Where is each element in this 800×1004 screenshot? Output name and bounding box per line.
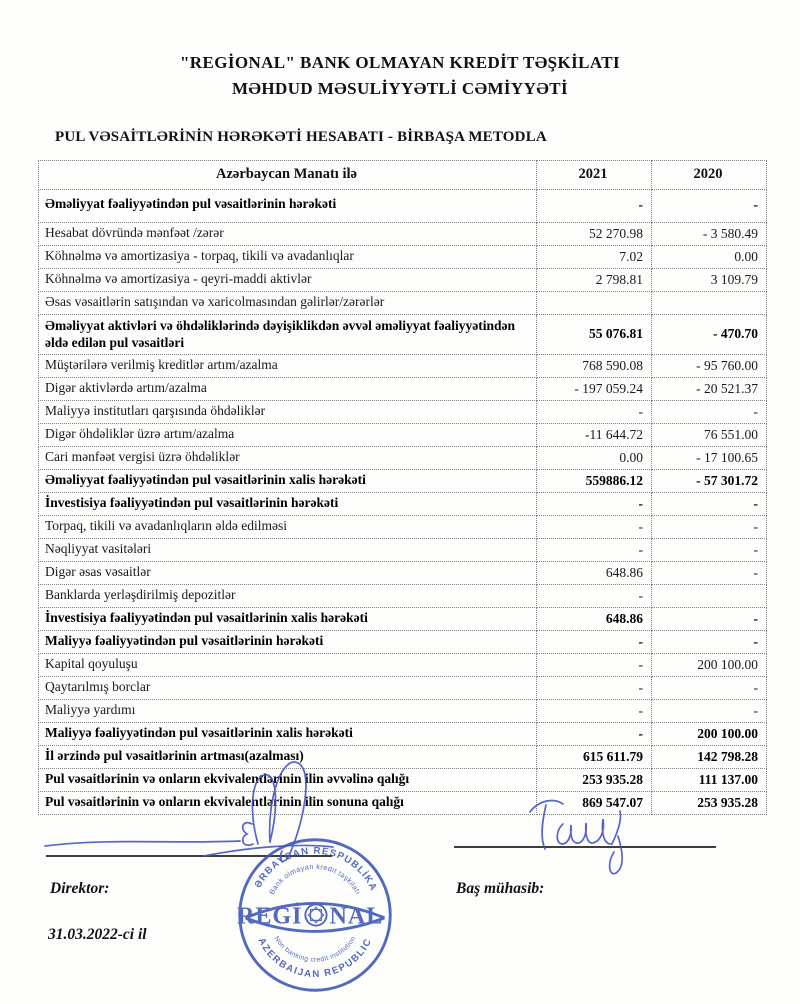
value-2020-cell: 253 935.28	[652, 791, 767, 814]
value-2020-cell: -	[652, 400, 767, 423]
company-title-line1: "REGİONAL" BANK OLMAYAN KREDİT TƏŞKİLATI	[179, 53, 621, 72]
table-row	[39, 189, 767, 222]
value-2020-cell: -	[652, 676, 767, 699]
row-label-cell: Qaytarılmış borclar	[39, 676, 537, 699]
value-2021-cell: 559886.12	[537, 469, 652, 492]
header-currency: Azərbaycan Manatı ilə	[39, 160, 537, 189]
director-label: Direktor:	[50, 880, 110, 897]
value-2020-cell: 200 100.00	[652, 722, 767, 745]
table-row	[39, 653, 767, 676]
value-2021-cell: -	[537, 538, 652, 561]
table-row	[39, 492, 767, 515]
table-row	[39, 222, 767, 245]
value-2020-cell: -	[652, 189, 767, 222]
table-row	[39, 423, 767, 446]
table-row	[39, 245, 767, 268]
row-label-cell: Torpaq, tikili və avadanlıqların əldə edilməsi	[39, 515, 537, 538]
value-2020-cell	[652, 584, 767, 607]
value-2020-cell: 0.00	[652, 245, 767, 268]
value-2021-cell: -	[537, 630, 652, 653]
row-label-cell: Əsas vəsaitlərin satışından və xaricolmasından gəlirlər/zərərlər	[39, 291, 537, 314]
value-2020-cell: 200 100.00	[652, 653, 767, 676]
value-2020-cell: -	[652, 699, 767, 722]
company-title-line2: MƏHDUD MƏSULİYYƏTLİ CƏMİYYƏTİ	[231, 79, 569, 99]
value-2021-cell: 253 935.28	[537, 768, 652, 791]
row-label-cell: Kapital qoyuluşu	[39, 653, 537, 676]
row-label-cell: Nəqliyyat vasitələri	[39, 538, 537, 561]
table-row	[39, 538, 767, 561]
cash-flow-table	[38, 160, 767, 815]
value-2020-cell: -	[652, 561, 767, 584]
row-label-cell: Digər əsas vəsaitlər	[39, 561, 537, 584]
table-row	[39, 607, 767, 630]
stamp-center-right: NAL	[329, 903, 384, 930]
value-2020-cell: 142 798.28	[652, 745, 767, 768]
value-2021-cell: 869 547.07	[537, 791, 652, 814]
row-label-cell: Əməliyyat aktivləri və öhdəliklərində dəyişiklikdən əvvəl əməliyyat fəaliyyətindən əldə edilən pul vəsaitləri	[39, 314, 537, 354]
table-row	[39, 584, 767, 607]
table-row	[39, 469, 767, 492]
row-label-cell: Digər aktivlərdə artım/azalma	[39, 377, 537, 400]
value-2021-cell: -	[537, 699, 652, 722]
value-2020-cell: - 470.70	[652, 314, 767, 354]
value-2021-cell: - 197 059.24	[537, 377, 652, 400]
value-2021-cell: 648.86	[537, 561, 652, 584]
value-2020-cell: -	[652, 630, 767, 653]
table-row	[39, 699, 767, 722]
stamp-star-ornament	[308, 907, 323, 922]
value-2020-cell: -	[652, 515, 767, 538]
row-label-cell: Əməliyyat fəaliyyətindən pul vəsaitlərinin xalis hərəkəti	[39, 469, 537, 492]
table-row	[39, 630, 767, 653]
value-2020-cell: -	[652, 538, 767, 561]
row-label-cell: Köhnəlmə və amortizasiya - torpaq, tikili və avadanlıqlar	[39, 245, 537, 268]
table-row	[39, 515, 767, 538]
value-2021-cell: 615 611.79	[537, 745, 652, 768]
row-label-cell: Maliyyə institutları qarşısında öhdəliklər	[39, 400, 537, 423]
value-2021-cell: -	[537, 515, 652, 538]
row-label-cell: Hesabat dövründə mənfəət /zərər	[39, 222, 537, 245]
value-2020-cell: 111 137.00	[652, 768, 767, 791]
value-2020-cell: - 57 301.72	[652, 469, 767, 492]
stamp-inner-top-text: Bank olmayan kredit təşkilatı	[267, 861, 363, 896]
value-2021-cell: -11 644.72	[537, 423, 652, 446]
table-row	[39, 354, 767, 377]
value-2021-cell: 2 798.81	[537, 268, 652, 291]
report-date: 31.03.2022-ci il	[48, 926, 147, 943]
row-label-cell: Maliyyə fəaliyyətindən pul vəsaitlərinin xalis hərəkəti	[39, 722, 537, 745]
row-label-cell: Digər öhdəliklər üzrə artım/azalma	[39, 423, 537, 446]
company-stamp	[233, 832, 397, 998]
value-2021-cell: -	[537, 676, 652, 699]
table-row	[39, 446, 767, 469]
table-row	[39, 314, 767, 354]
stamp-center-logo	[237, 904, 383, 930]
header-year-2020: 2020	[652, 160, 767, 189]
table-header-row	[39, 160, 767, 189]
value-2020-cell	[652, 291, 767, 314]
row-label-cell: Banklarda yerləşdirilmiş depozitlər	[39, 584, 537, 607]
table-row	[39, 377, 767, 400]
row-label-cell: Maliyyə fəaliyyətindən pul vəsaitlərinin hərəkəti	[39, 630, 537, 653]
value-2021-cell: -	[537, 584, 652, 607]
row-label-cell: Köhnəlmə və amortizasiya - qeyri-maddi aktivlər	[39, 268, 537, 291]
value-2020-cell: 3 109.79	[652, 268, 767, 291]
value-2020-cell: - 17 100.65	[652, 446, 767, 469]
value-2021-cell: -	[537, 400, 652, 423]
table-row	[39, 268, 767, 291]
value-2021-cell: -	[537, 653, 652, 676]
row-label-cell: Maliyyə yardımı	[39, 699, 537, 722]
row-label-cell: Pul vəsaitlərinin və onların ekvivalentlərinin ilin sonuna qalığı	[39, 791, 537, 814]
value-2020-cell: -	[652, 492, 767, 515]
value-2020-cell: - 3 580.49	[652, 222, 767, 245]
row-label-cell: İl ərzində pul vəsaitlərinin artması(azalması)	[39, 745, 537, 768]
value-2020-cell: - 95 760.00	[652, 354, 767, 377]
value-2021-cell	[537, 291, 652, 314]
value-2021-cell: -	[537, 492, 652, 515]
value-2020-cell: - 20 521.37	[652, 377, 767, 400]
value-2020-cell: 76 551.00	[652, 423, 767, 446]
signatures-ink	[0, 740, 800, 1004]
value-2021-cell: -	[537, 722, 652, 745]
table-row	[39, 561, 767, 584]
stamp-outer-bottom-text: AZERBAIJAN REPUBLIC	[255, 936, 375, 981]
table-row	[39, 291, 767, 314]
table-row	[39, 676, 767, 699]
value-2021-cell: 55 076.81	[537, 314, 652, 354]
row-label-cell: Cari mənfəət vergisi üzrə öhdəliklər	[39, 446, 537, 469]
value-2021-cell: 52 270.98	[537, 222, 652, 245]
value-2021-cell: 648.86	[537, 607, 652, 630]
stamp-outer-top-text: AZƏRBAYCAN RESPUBLİKASI	[252, 845, 380, 918]
stamp-inner-bottom-text: Non banking credit institution	[272, 935, 358, 964]
chief-accountant-label: Baş mühasib:	[456, 880, 545, 897]
report-title: PUL VƏSAİTLƏRİNİN HƏRƏKƏTİ HESABATI - BİRBAŞA METODLA	[55, 128, 547, 145]
row-label-cell: Müştərilərə verilmiş kreditlər artım/azalma	[39, 354, 537, 377]
row-label-cell: Əməliyyat fəaliyyətindən pul vəsaitlərinin hərəkəti	[39, 189, 537, 222]
value-2020-cell: -	[652, 607, 767, 630]
value-2021-cell: -	[537, 189, 652, 222]
table-row	[39, 400, 767, 423]
row-label-cell: İnvestisiya fəaliyyətindən pul vəsaitlərinin xalis hərəkəti	[39, 607, 537, 630]
row-label-cell: İnvestisiya fəaliyyətindən pul vəsaitlərinin hərəkəti	[39, 492, 537, 515]
stamp-center-left: REGİ	[236, 903, 303, 930]
value-2021-cell: 7.02	[537, 245, 652, 268]
row-label-cell: Pul vəsaitlərinin və onların ekvivalentlərinin ilin əvvəlinə qalığı	[39, 768, 537, 791]
company-title-block	[0, 0, 800, 103]
value-2021-cell: 768 590.08	[537, 354, 652, 377]
accountant-signature	[530, 801, 622, 874]
header-year-2021: 2021	[537, 160, 652, 189]
value-2021-cell: 0.00	[537, 446, 652, 469]
